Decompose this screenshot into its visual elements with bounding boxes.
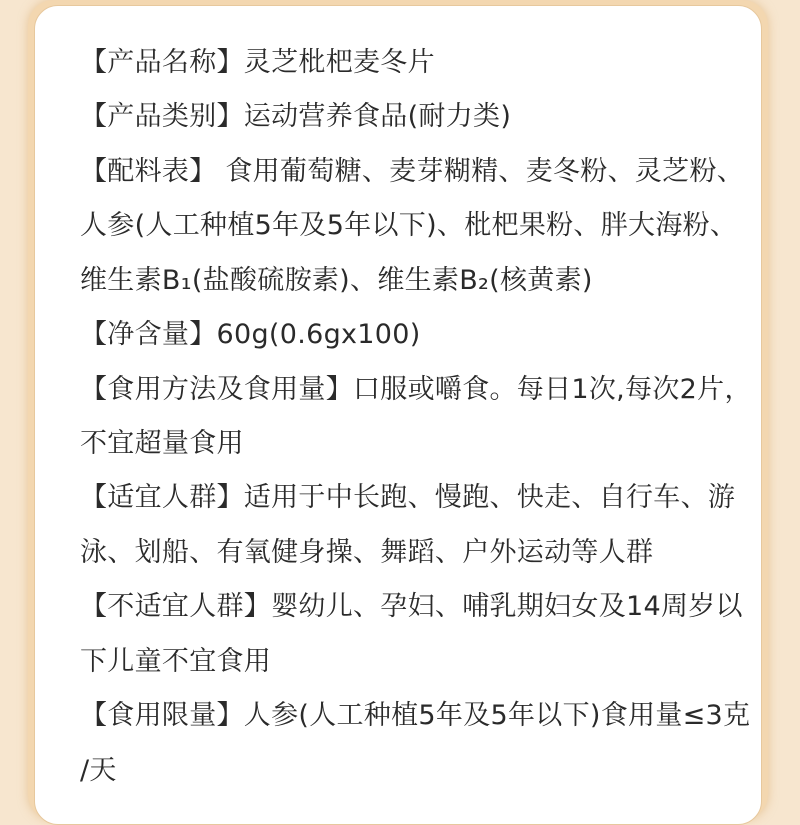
usage-dosage-line-1: 【食用方法及食用量】口服或嚼食。每日1次,每次2片， (80, 374, 752, 405)
product-name-line: 【产品名称】灵芝枇杷麦冬片 (80, 47, 435, 78)
unsuitable-people-line-2: 下儿童不宜食用 (80, 646, 272, 677)
suitable-people-line-2: 泳、划船、有氧健身操、舞蹈、户外运动等人群 (80, 537, 654, 568)
unsuitable-people-line-1: 【不适宜人群】婴幼儿、孕妇、哺乳期妇女及14周岁以 (80, 591, 743, 622)
product-category-line: 【产品类别】运动营养食品(耐力类) (80, 101, 512, 132)
net-content-line: 【净含量】60g(0.6gx100) (80, 319, 421, 350)
usage-dosage-line-2: 不宜超量食用 (80, 428, 244, 459)
ingredients-line-1: 【配料表】 食用葡萄糖、麦芽糊精、麦冬粉、灵芝粉、 (80, 156, 745, 187)
suitable-people-line-1: 【适宜人群】适用于中长跑、慢跑、快走、自行车、游 (80, 482, 736, 513)
consumption-limit-line-2: /天 (80, 755, 117, 786)
ingredients-line-3: 维生素B₁(盐酸硫胺素)、维生素B₂(核黄素) (80, 265, 593, 296)
ingredients-line-2: 人参(人工种植5年及5年以下)、枇杷果粉、胖大海粉、 (80, 210, 738, 241)
consumption-limit-line-1: 【食用限量】人参(人工种植5年及5年以下)食用量≤3克 (80, 700, 751, 731)
